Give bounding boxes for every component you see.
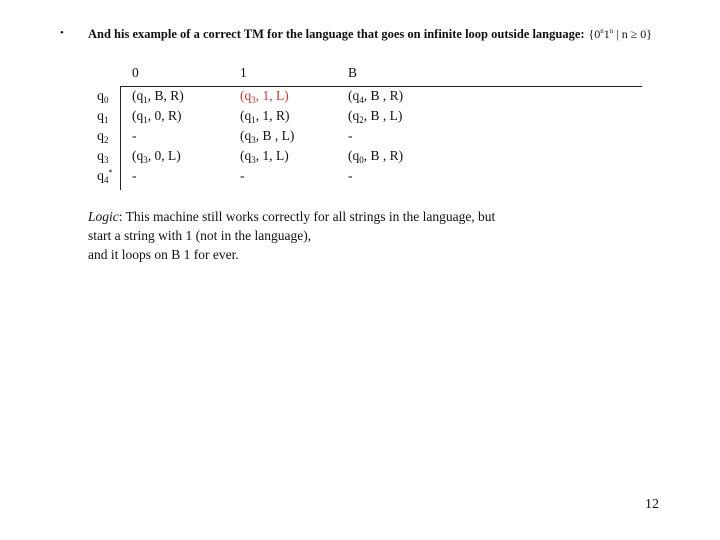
transition-q4-1: - [240,168,245,183]
logic-explanation [88,207,495,264]
bullet-marker: • [60,27,64,39]
transition-q1-1: ($q_1$, 1, R) [240,108,290,125]
state-label-q2: $q_2$ [97,129,109,145]
transition-q2-1: ($q_3$, B , L) [240,128,295,145]
logic-label: Logic [88,209,119,224]
transition-q0-1: ($q_3$, 1, L) [240,88,289,105]
set-mid: 1 [603,27,610,41]
set-prefix: {0 [588,27,601,41]
page-number: 12 [645,497,659,512]
set-exponent-1: n [600,27,604,35]
transition-q0-B: ($q_4$, B , R) [348,88,404,105]
set-suffix: | n ≥ 0} [613,27,653,41]
state-label-q3: $q_3$ [97,149,109,165]
transition-q1-B: ($q_2$, B , L) [348,108,403,125]
logic-line-1: Logic: This machine still works correctly for all strings in the language, but [88,209,496,224]
table-vertical-rule [120,86,121,190]
table-horizontal-rule [120,86,642,87]
state-label-q0: $q_0$ [97,89,109,105]
transition-q2-0: - [132,128,137,143]
column-header-0: 0 [132,65,139,80]
column-header-B: B [348,65,358,80]
state-label-q1: $q_1$ [97,109,109,125]
logic-line-3: and it loops on B 1 for ever. [88,247,239,262]
transition-table [0,0,720,200]
transition-q4-0: - [132,168,137,183]
transition-q2-B: - [348,128,353,143]
transition-q0-0: ($q_1$, B, R) [132,88,184,105]
transition-q3-0: ($q_3$, 0, L) [132,148,181,165]
transition-q1-0: ($q_1$, 0, R) [132,108,182,125]
transition-q4-B: - [348,168,353,183]
column-header-1: 1 [240,65,247,80]
transition-q3-B: ($q_0$, B , R) [348,148,404,165]
heading-text: And his example of a correct TM for the language that goes on infinite loop outside language: [88,27,585,41]
logic-line-2: start a string with 1 (not in the language), [88,228,312,243]
accept-state-marker: * [108,168,113,177]
set-exponent-2: n [609,27,614,35]
state-label-q4: $q_4^*$ [97,168,113,185]
transition-q3-1: ($q_3$, 1, L) [240,148,289,165]
